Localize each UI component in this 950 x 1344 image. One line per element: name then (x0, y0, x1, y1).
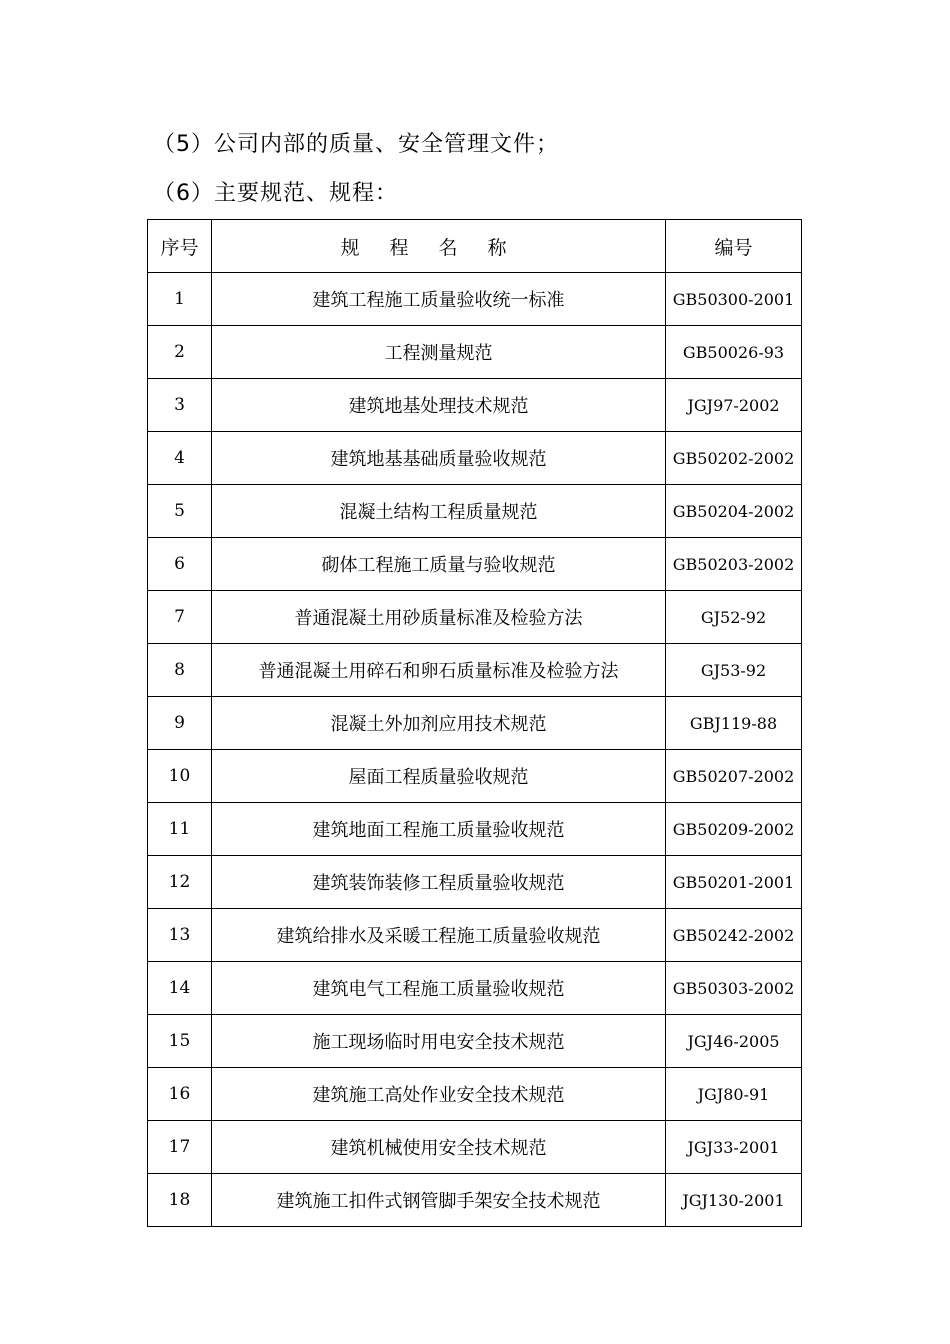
row-index: 12 (148, 856, 212, 909)
row-index: 7 (148, 591, 212, 644)
standards-table (147, 219, 802, 1227)
paragraph-main-standards: （6）主要规范、规程： (153, 181, 398, 206)
table-row (148, 697, 802, 750)
row-standard-name: 建筑地基处理技术规范 (212, 379, 666, 432)
row-index: 17 (148, 1121, 212, 1174)
row-standard-name: 建筑地面工程施工质量验收规范 (212, 803, 666, 856)
table-header-row (148, 220, 802, 273)
row-standard-code: GJ52-92 (666, 591, 802, 644)
row-index: 8 (148, 644, 212, 697)
row-index: 13 (148, 909, 212, 962)
row-standard-code: JGJ33-2001 (666, 1121, 802, 1174)
row-index: 5 (148, 485, 212, 538)
row-standard-code: GB50201-2001 (666, 856, 802, 909)
row-index: 16 (148, 1068, 212, 1121)
row-index: 10 (148, 750, 212, 803)
row-standard-name: 混凝土结构工程质量规范 (212, 485, 666, 538)
table-row (148, 485, 802, 538)
header-code: 编号 (666, 220, 802, 273)
row-standard-name: 屋面工程质量验收规范 (212, 750, 666, 803)
row-index: 18 (148, 1174, 212, 1227)
row-standard-code: GB50209-2002 (666, 803, 802, 856)
table-row (148, 750, 802, 803)
table-row (148, 803, 802, 856)
table-row (148, 962, 802, 1015)
paragraph-internal-documents: （5）公司内部的质量、安全管理文件； (153, 132, 559, 157)
row-index: 14 (148, 962, 212, 1015)
row-standard-name: 建筑机械使用安全技术规范 (212, 1121, 666, 1174)
table-row (148, 644, 802, 697)
row-standard-code: GBJ119-88 (666, 697, 802, 750)
table-row (148, 326, 802, 379)
row-standard-name: 建筑给排水及采暖工程施工质量验收规范 (212, 909, 666, 962)
row-standard-name: 普通混凝土用碎石和卵石质量标准及检验方法 (212, 644, 666, 697)
row-standard-code: GB50300-2001 (666, 273, 802, 326)
header-name: 规程名称 (212, 220, 666, 273)
row-standard-name: 混凝土外加剂应用技术规范 (212, 697, 666, 750)
table-row (148, 1068, 802, 1121)
row-index: 4 (148, 432, 212, 485)
row-standard-name: 建筑工程施工质量验收统一标准 (212, 273, 666, 326)
table-row (148, 856, 802, 909)
row-standard-code: GB50204-2002 (666, 485, 802, 538)
row-standard-code: GB50203-2002 (666, 538, 802, 591)
row-index: 3 (148, 379, 212, 432)
row-standard-name: 建筑装饰装修工程质量验收规范 (212, 856, 666, 909)
row-standard-code: GJ53-92 (666, 644, 802, 697)
row-standard-code: JGJ97-2002 (666, 379, 802, 432)
table-row (148, 909, 802, 962)
row-index: 6 (148, 538, 212, 591)
table-row (148, 538, 802, 591)
table-row (148, 1015, 802, 1068)
row-index: 1 (148, 273, 212, 326)
row-standard-name: 施工现场临时用电安全技术规范 (212, 1015, 666, 1068)
row-standard-code: JGJ130-2001 (666, 1174, 802, 1227)
table-row (148, 432, 802, 485)
row-standard-name: 工程测量规范 (212, 326, 666, 379)
row-standard-name: 建筑电气工程施工质量验收规范 (212, 962, 666, 1015)
row-standard-code: JGJ46-2005 (666, 1015, 802, 1068)
row-index: 2 (148, 326, 212, 379)
table-row (148, 1121, 802, 1174)
row-standard-name: 建筑地基基础质量验收规范 (212, 432, 666, 485)
row-standard-code: GB50202-2002 (666, 432, 802, 485)
row-standard-code: GB50026-93 (666, 326, 802, 379)
table-row (148, 591, 802, 644)
row-index: 11 (148, 803, 212, 856)
table-row (148, 379, 802, 432)
header-index: 序号 (148, 220, 212, 273)
row-standard-code: GB50303-2002 (666, 962, 802, 1015)
row-standard-code: GB50207-2002 (666, 750, 802, 803)
row-standard-name: 建筑施工高处作业安全技术规范 (212, 1068, 666, 1121)
row-index: 9 (148, 697, 212, 750)
row-standard-name: 建筑施工扣件式钢管脚手架安全技术规范 (212, 1174, 666, 1227)
row-index: 15 (148, 1015, 212, 1068)
table-row (148, 1174, 802, 1227)
row-standard-name: 砌体工程施工质量与验收规范 (212, 538, 666, 591)
row-standard-code: GB50242-2002 (666, 909, 802, 962)
row-standard-code: JGJ80-91 (666, 1068, 802, 1121)
row-standard-name: 普通混凝土用砂质量标准及检验方法 (212, 591, 666, 644)
table-row (148, 273, 802, 326)
